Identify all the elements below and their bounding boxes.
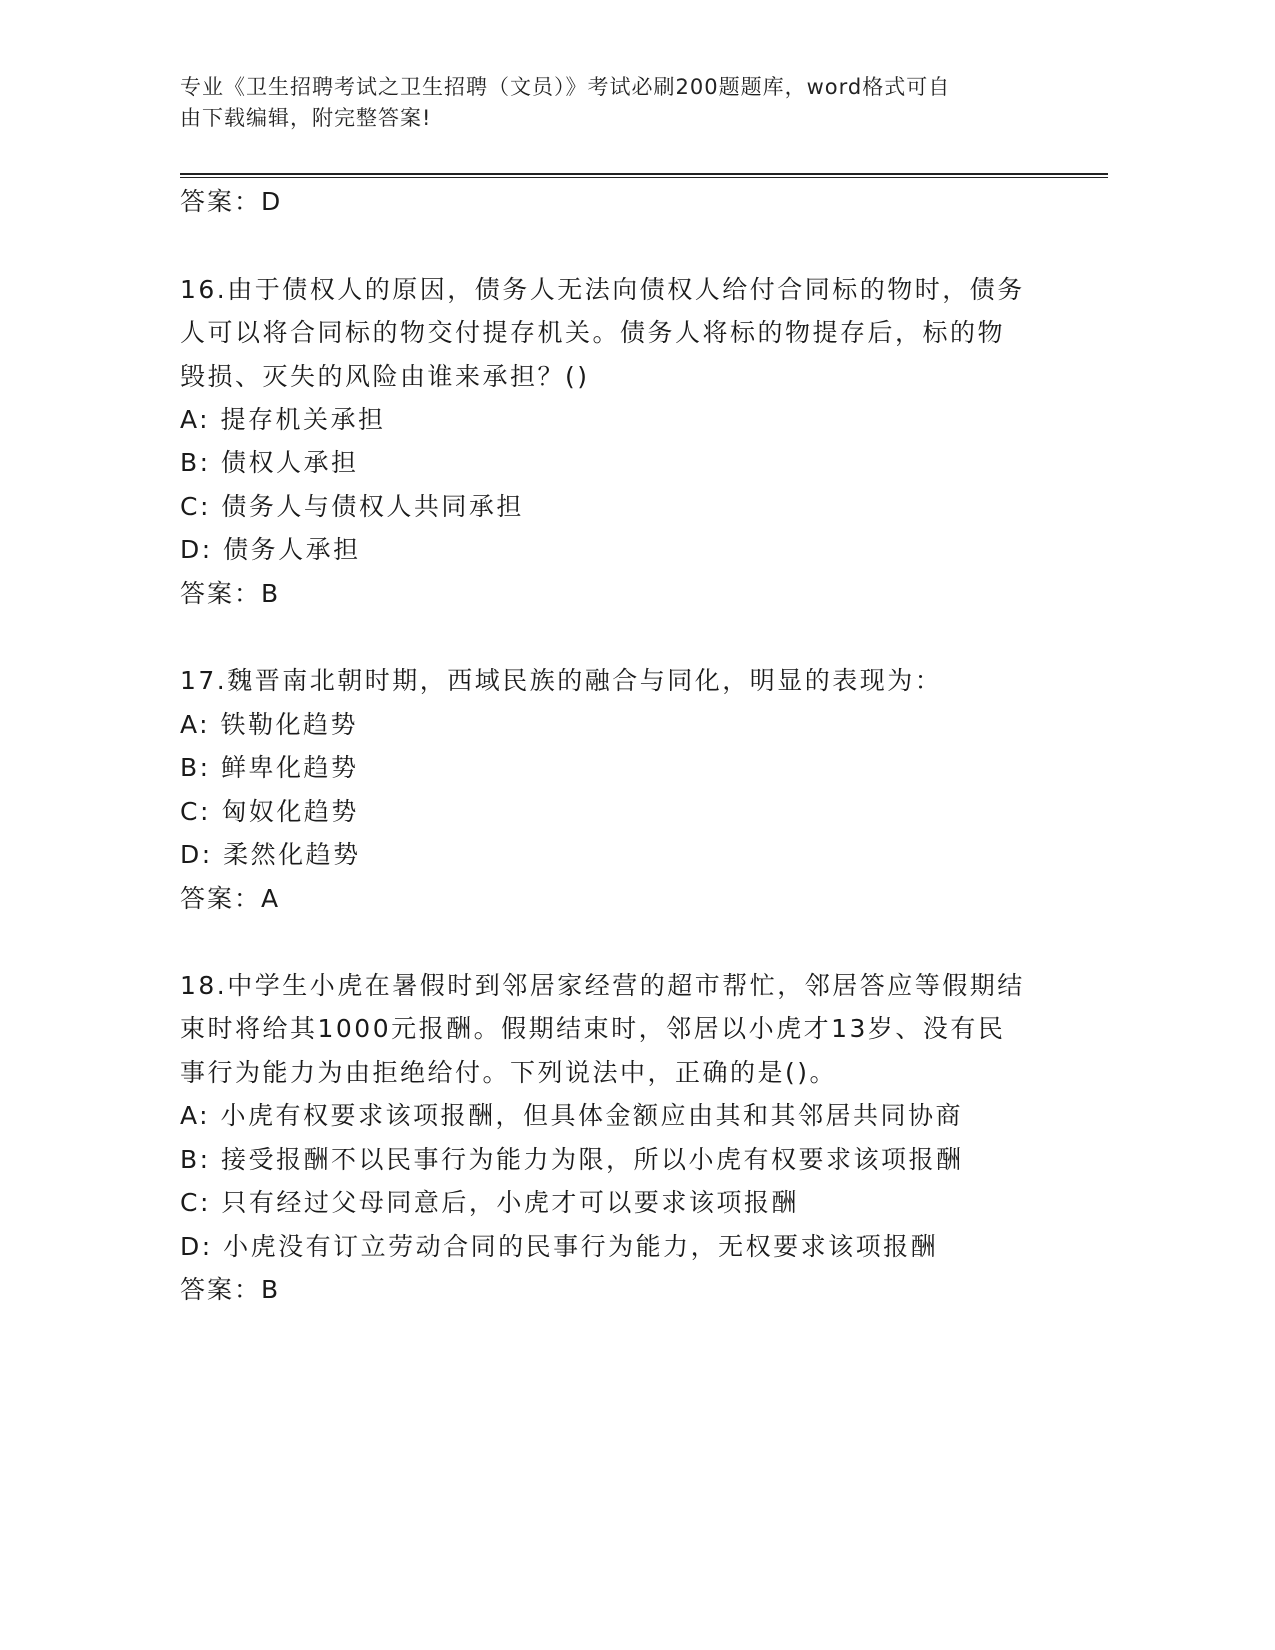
question-16-option-d: D: 债务人承担 (180, 535, 361, 564)
question-16-option-c: C: 债务人与债权人共同承担 (180, 492, 524, 521)
question-18-option-c: C: 只有经过父母同意后，小虎才可以要求该项报酬 (180, 1188, 799, 1217)
question-17-answer: 答案：A (180, 884, 281, 913)
question-18-option-b: B: 接受报酬不以民事行为能力为限，所以小虎有权要求该项报酬 (180, 1145, 964, 1174)
header-line-2: 由下载编辑，附完整答案! (180, 106, 432, 130)
document-header (180, 72, 1040, 134)
question-17-option-a: A: 铁勒化趋势 (180, 710, 359, 739)
question-16-stem-line-1: 16.由于债权人的原因，债务人无法向债权人给付合同标的物时，债务 (180, 275, 1025, 304)
question-16-option-a: A: 提存机关承担 (180, 405, 386, 434)
question-18-option-d: D: 小虎没有订立劳动合同的民事行为能力，无权要求该项报酬 (180, 1232, 939, 1261)
question-16-answer: 答案：B (180, 579, 281, 608)
question-18-stem-line-2: 束时将给其1000元报酬。假期结束时，邻居以小虎才13岁、没有民 (180, 1014, 1006, 1043)
question-17-option-b: B: 鲜卑化趋势 (180, 753, 359, 782)
previous-answer: 答案：D (180, 187, 283, 216)
question-18-option-a: A: 小虎有权要求该项报酬，但具体金额应由其和其邻居共同协商 (180, 1101, 964, 1130)
question-16-stem-line-2: 人可以将合同标的物交付提存机关。债务人将标的物提存后，标的物 (180, 318, 1006, 347)
question-16-option-b: B: 债权人承担 (180, 448, 359, 477)
question-18-stem-line-1: 18.中学生小虎在暑假时到邻居家经营的超市帮忙，邻居答应等假期结 (180, 971, 1025, 1000)
question-18-answer: 答案：B (180, 1275, 281, 1304)
header-line-1: 专业《卫生招聘考试之卫生招聘（文员）》考试必刷200题题库，word格式可自 (180, 75, 951, 99)
question-16-stem-line-3: 毁损、灭失的风险由谁来承担？() (180, 362, 590, 391)
question-17-option-d: D: 柔然化趋势 (180, 840, 361, 869)
question-17-option-c: C: 匈奴化趋势 (180, 797, 359, 826)
question-17-stem-line-1: 17.魏晋南北朝时期，西域民族的融合与同化，明显的表现为： (180, 666, 943, 695)
header-divider-thin (180, 177, 1108, 178)
header-divider (180, 173, 1108, 175)
question-18-stem-line-3: 事行为能力为由拒绝给付。下列说法中，正确的是()。 (180, 1058, 838, 1087)
